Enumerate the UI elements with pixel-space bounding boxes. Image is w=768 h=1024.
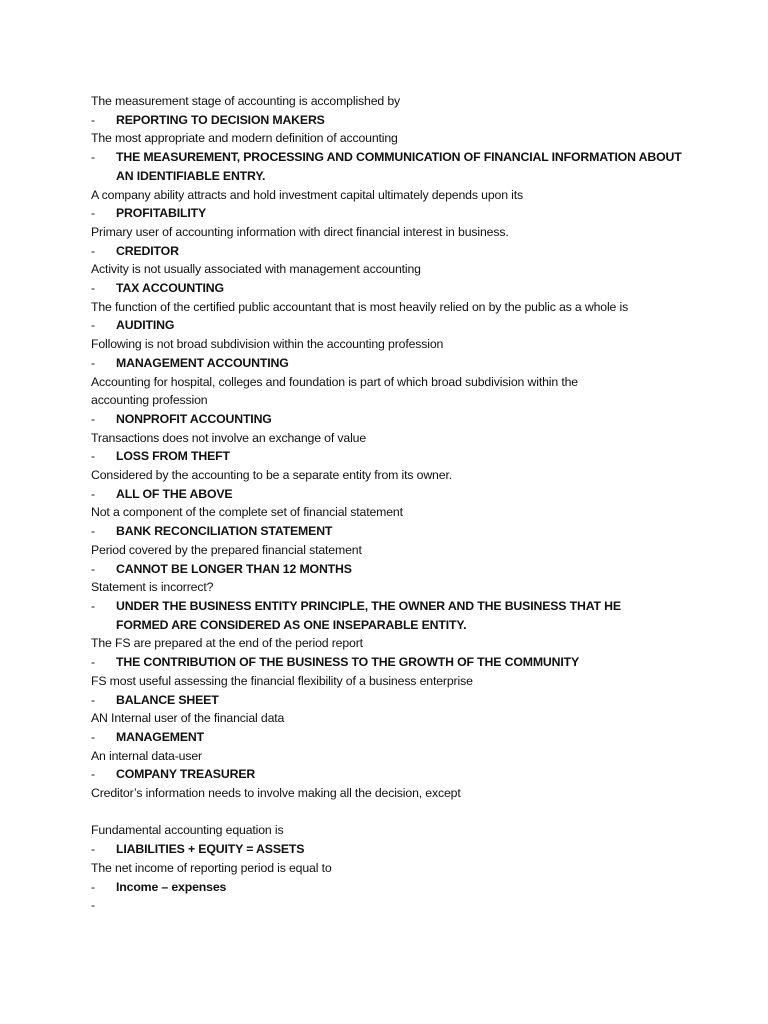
- question-text: A company ability attracts and hold investment capital ultimately depends upon its: [91, 187, 524, 202]
- answer-text: UNDER THE BUSINESS ENTITY PRINCIPLE, THE OWNER AND THE BUSINESS THAT HE FORMED ARE CONSIDERED AS ONE INSEPARABLE ENTITY.: [116, 598, 621, 632]
- bullet-dash: -: [91, 898, 95, 913]
- answer-text: MANAGEMENT: [116, 729, 204, 744]
- answer-item: [91, 691, 691, 710]
- question-text: Accounting for hospital, colleges and foundation is part of which broad subdivision within the accounting profession: [91, 374, 578, 408]
- answer-item: [91, 242, 691, 261]
- answer-text: COMPANY TREASURER: [116, 767, 256, 782]
- answer-text: Income – expenses: [116, 879, 227, 894]
- bullet-dash: -: [91, 281, 95, 296]
- answer-item: [91, 410, 691, 429]
- answer-item-empty: [91, 896, 691, 915]
- question-text: The net income of reporting period is equal to: [91, 860, 332, 875]
- question-text: Statement is incorrect?: [91, 580, 214, 595]
- question-text: Following is not broad subdivision within the accounting profession: [91, 337, 444, 352]
- bullet-dash: -: [91, 449, 95, 464]
- bullet-dash: -: [91, 879, 95, 894]
- question-text: Transactions does not involve an exchange of value: [91, 430, 367, 445]
- bullet-dash: -: [91, 767, 95, 782]
- bullet-dash: -: [91, 206, 95, 221]
- answer-item: [91, 878, 691, 897]
- question-text: Activity is not usually associated with management accounting: [91, 262, 421, 277]
- bullet-dash: -: [91, 486, 95, 501]
- answer-item: [91, 279, 691, 298]
- answer-text: LIABILITIES + EQUITY = ASSETS: [116, 842, 305, 857]
- question-text: Not a component of the complete set of financial statement: [91, 505, 403, 520]
- answer-text: BANK RECONCILIATION STATEMENT: [116, 524, 333, 539]
- bullet-dash: -: [91, 842, 95, 857]
- answer-item: [91, 204, 691, 223]
- answer-item: [91, 522, 691, 541]
- question-text: The FS are prepared at the end of the period report: [91, 636, 363, 651]
- question-text: The function of the certified public accountant that is most heavily relied on by the public as a whole is: [91, 299, 629, 314]
- answer-text: BALANCE SHEET: [116, 692, 219, 707]
- bullet-dash: -: [91, 729, 95, 744]
- question-text: The measurement stage of accounting is accomplished by: [91, 94, 401, 108]
- answer-text: THE CONTRIBUTION OF THE BUSINESS TO THE GROWTH OF THE COMMUNITY: [116, 655, 580, 670]
- answer-item: [91, 765, 691, 784]
- answer-text: ALL OF THE ABOVE: [116, 486, 233, 501]
- question-text: Creditor’s information needs to involve making all the decision, except: [91, 786, 461, 801]
- answer-text: REPORTING TO DECISION MAKERS: [116, 112, 325, 127]
- bullet-dash: -: [91, 411, 95, 426]
- bullet-dash: -: [91, 598, 95, 613]
- bullet-dash: -: [91, 561, 95, 576]
- bullet-dash: -: [91, 243, 95, 258]
- answer-text: PROFITABILITY: [116, 206, 207, 221]
- answer-item: [91, 316, 691, 335]
- question-text: Period covered by the prepared financial statement: [91, 542, 362, 557]
- answer-item: [91, 597, 676, 634]
- answer-item: [91, 653, 691, 672]
- answer-text: THE MEASUREMENT, PROCESSING AND COMMUNICATION OF FINANCIAL INFORMATION ABOUT AN IDENTIFIABLE ENTRY.: [116, 150, 682, 183]
- answer-item: [91, 485, 691, 504]
- answer-item: [91, 111, 691, 130]
- answer-item: [91, 148, 691, 185]
- bullet-dash: -: [91, 692, 95, 707]
- question-text: An internal data-user: [91, 748, 203, 763]
- answer-text: NONPROFIT ACCOUNTING: [116, 411, 272, 426]
- answer-text: CREDITOR: [116, 243, 179, 258]
- bullet-dash: -: [91, 355, 95, 370]
- bullet-dash: -: [91, 524, 95, 539]
- answer-item: [91, 447, 691, 466]
- answer-item: [91, 354, 691, 373]
- question-text: Fundamental accounting equation is: [91, 823, 284, 838]
- bullet-dash: -: [91, 112, 95, 127]
- question-text: Primary user of accounting information with direct financial interest in business.: [91, 224, 509, 239]
- bullet-dash: -: [91, 318, 95, 333]
- answer-item: [91, 840, 691, 859]
- question-text: AN Internal user of the financial data: [91, 711, 285, 726]
- question-text: The most appropriate and modern definition of accounting: [91, 131, 398, 146]
- answer-text: CANNOT BE LONGER THAN 12 MONTHS: [116, 561, 352, 576]
- answer-item: [91, 560, 691, 579]
- answer-item: [91, 728, 691, 747]
- document-content: [91, 92, 691, 915]
- bullet-dash: -: [91, 655, 95, 670]
- question-text: FS most useful assessing the financial flexibility of a business enterprise: [91, 673, 473, 688]
- answer-text: LOSS FROM THEFT: [116, 449, 230, 464]
- answer-text: TAX ACCOUNTING: [116, 281, 224, 296]
- bullet-dash: -: [91, 150, 95, 165]
- answer-text: MANAGEMENT ACCOUNTING: [116, 355, 289, 370]
- blank-line: [91, 803, 691, 822]
- answer-text: AUDITING: [116, 318, 175, 333]
- question-text: Considered by the accounting to be a separate entity from its owner.: [91, 468, 452, 483]
